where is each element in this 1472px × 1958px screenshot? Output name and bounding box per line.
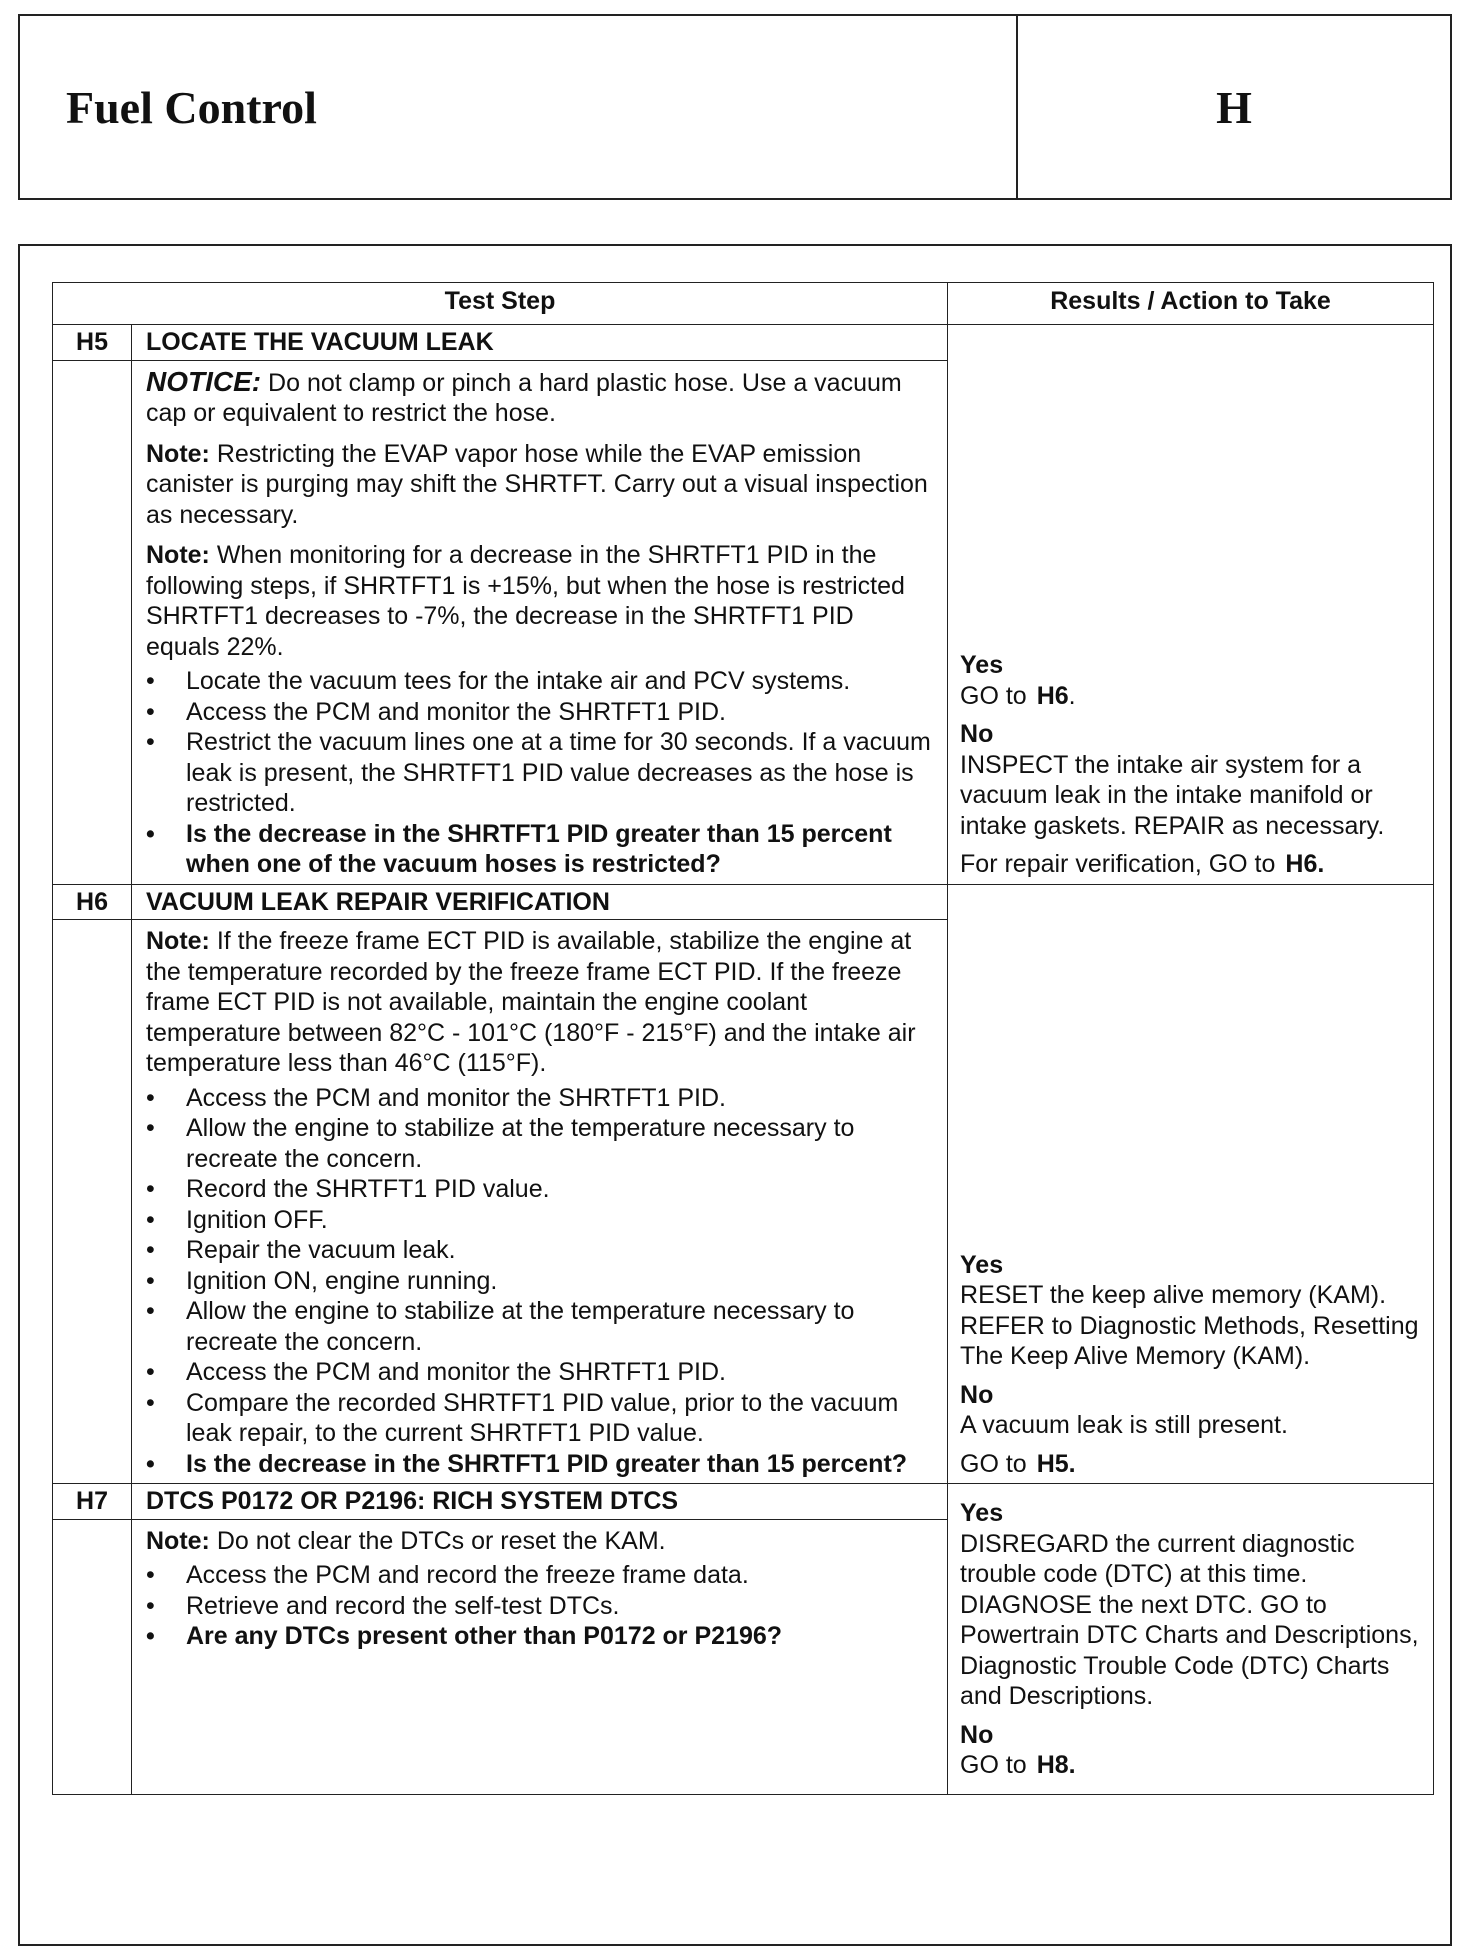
column-header-results: Results / Action to Take: [948, 283, 1434, 325]
step-body-h6: [132, 920, 948, 1484]
list-item: • Access the PCM and monitor the SHRTFT1 PID.: [146, 1083, 933, 1114]
note-h6: Note: If the freeze frame ECT PID is available, stabilize the engine at the temperature recorded by the freeze frame ECT PID. If the freeze frame ECT PID is not available, maintain the engine coolant temperature between 82°C - 101°C (180°F - 215°F) and the intake air temperature less than 46°C (115°F).: [146, 927, 916, 1077]
result-yes-h6: Yes RESET the keep alive memory (KAM). REFER to Diagnostic Methods, Resetting The Keep Alive Memory (KAM).: [960, 1250, 1419, 1370]
ref-link-h6-verify[interactable]: H6.: [1285, 850, 1325, 878]
step-id-h5: H5: [53, 325, 132, 361]
result-no-h5: No INSPECT the intake air system for a vacuum leak in the intake manifold or intake gaskets. REPAIR as necessary.: [960, 720, 1385, 840]
step-body-h5: [132, 360, 948, 884]
results-h6: Yes RESET the keep alive memory (KAM). REFER to Diagnostic Methods, Resetting The Keep Alive Memory (KAM). No A vacuum leak is still present. GO to H5.: [948, 884, 1434, 1484]
list-item: • Allow the engine to stabilize at the temperature necessary to recreate the concern.: [146, 1296, 933, 1357]
ref-link-h8[interactable]: H8.: [1036, 1751, 1076, 1779]
step-h7-title-row: [53, 1484, 1434, 1520]
note-h5-1: Note: Restricting the EVAP vapor hose while the EVAP emission canister is purging may shift the SHRTFT. Carry out a visual inspection as necessary.: [146, 439, 928, 529]
list-item: • Compare the recorded SHRTFT1 PID value, prior to the vacuum leak repair, to the current SHRTFT1 PID value.: [146, 1388, 933, 1449]
list-item: • Record the SHRTFT1 PID value.: [146, 1174, 933, 1205]
step-list-h7: [146, 1560, 933, 1652]
section-code: H: [1216, 81, 1252, 133]
list-item: • Restrict the vacuum lines one at a time for 30 seconds. If a vacuum leak is present, the SHRTFT1 PID value decreases as the hose is restricted.: [146, 727, 933, 819]
column-header-test-step: Test Step: [53, 283, 948, 325]
result-no-h6: No A vacuum leak is still present.: [960, 1380, 1288, 1439]
pinpoint-test-table: [52, 282, 1434, 1795]
list-item: • Allow the engine to stabilize at the temperature necessary to recreate the concern.: [146, 1113, 933, 1174]
results-h7: [948, 1484, 1434, 1795]
result-no-h7: No GO to H8.: [960, 1720, 1076, 1779]
result-yes-h5: Yes GO to H6.: [960, 651, 1076, 710]
ref-link-h6[interactable]: H6: [1036, 681, 1069, 710]
results-h5: [948, 325, 1434, 885]
step-title-h7: DTCS P0172 OR P2196: RICH SYSTEM DTCS: [132, 1484, 948, 1520]
section-title: Fuel Control: [20, 16, 1018, 198]
list-item: • Locate the vacuum tees for the intake air and PCV systems.: [146, 666, 933, 697]
list-item: • Access the PCM and record the freeze frame data.: [146, 1560, 933, 1591]
list-item: • Repair the vacuum leak.: [146, 1235, 933, 1266]
step-h5-title-row: [53, 325, 1434, 361]
step-title-h6: VACUUM LEAK REPAIR VERIFICATION: [132, 884, 948, 920]
notice-h5: NOTICE: Do not clamp or pinch a hard plastic hose. Use a vacuum cap or equivalent to restrict the hose.: [146, 365, 902, 427]
step-list-h5: [146, 666, 933, 880]
step-id-h7: H7: [53, 1484, 132, 1520]
step-h6-title-row: [53, 884, 1434, 920]
step-title-h5: LOCATE THE VACUUM LEAK: [132, 325, 948, 361]
table-header-row: [53, 283, 1434, 325]
note-h7: Note: Do not clear the DTCs or reset the KAM.: [146, 1526, 666, 1555]
note-h5-2: Note: When monitoring for a decrease in the SHRTFT1 PID in the following steps, if SHRTFT1 is +15%, but when the hose is restricted SHRTFT1 decreases to -7%, the decrease in the SHRTFT1 PID equals 22%.: [146, 541, 905, 661]
question-h5: • Is the decrease in the SHRTFT1 PID greater than 15 percent when one of the vacuum hoses is restricted?: [146, 819, 933, 880]
step-list-h6: [146, 1083, 933, 1480]
step-id-h6: H6: [53, 884, 132, 920]
result-yes-h7: Yes DISREGARD the current diagnostic trouble code (DTC) at this time. DIAGNOSE the next DTC. GO to Powertrain DTC Charts and Descriptions, Diagnostic Trouble Code (DTC) Charts and Descriptions.: [960, 1499, 1419, 1710]
question-h6: • Is the decrease in the SHRTFT1 PID greater than 15 percent?: [146, 1449, 933, 1480]
repair-verification-h5: For repair verification, GO to H6.: [960, 850, 1325, 878]
list-item: • Retrieve and record the self-test DTCs.: [146, 1591, 933, 1622]
list-item: • Access the PCM and monitor the SHRTFT1 PID.: [146, 1357, 933, 1388]
page-header: [18, 14, 1452, 200]
diagnostic-chart-frame: [18, 244, 1452, 1946]
list-item: • Ignition ON, engine running.: [146, 1266, 933, 1297]
ref-link-h5[interactable]: H5.: [1036, 1449, 1076, 1478]
list-item: • Access the PCM and monitor the SHRTFT1 PID.: [146, 697, 933, 728]
list-item: • Ignition OFF.: [146, 1205, 933, 1236]
question-h7: • Are any DTCs present other than P0172 or P2196?: [146, 1621, 933, 1652]
step-body-h7: [132, 1519, 948, 1794]
